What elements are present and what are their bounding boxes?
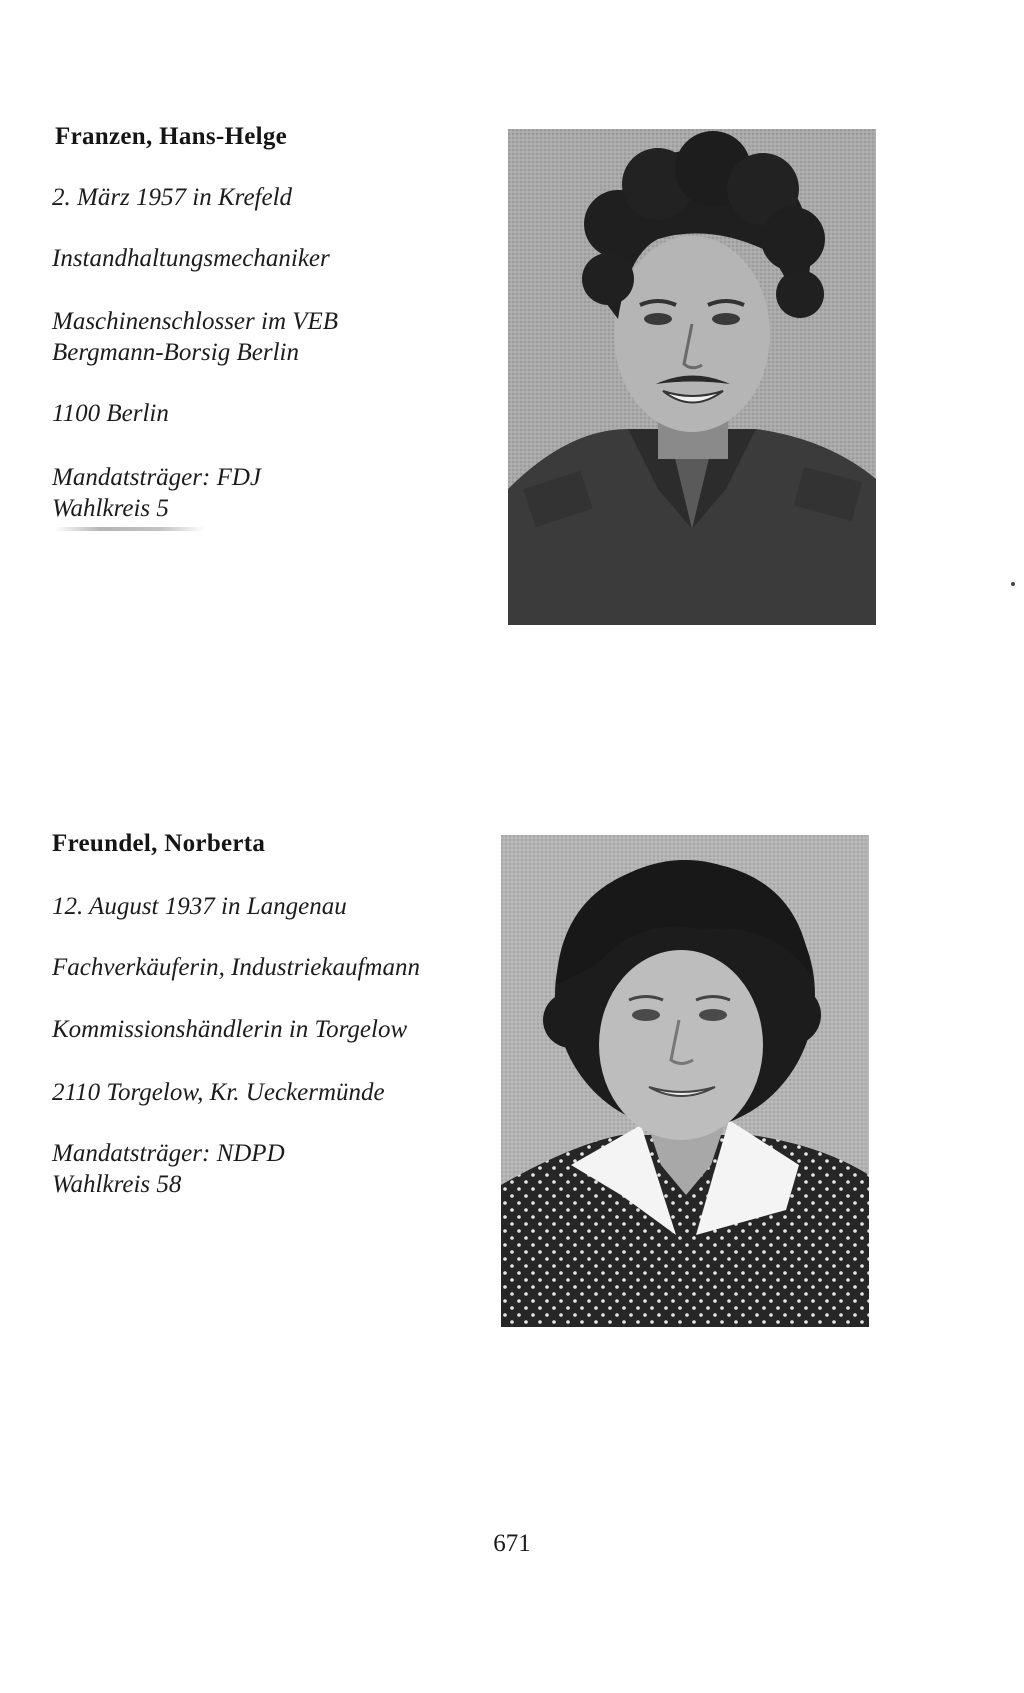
constituency-info: Wahlkreis 58 — [52, 1171, 182, 1198]
birth-info: 2. März 1957 in Krefeld — [52, 184, 293, 211]
mandate-info: Mandatsträger: NDPD — [52, 1140, 285, 1167]
education-info: Instandhaltungsmechaniker — [52, 245, 330, 272]
portrait-photo-man — [508, 129, 876, 625]
address-info: 1100 Berlin — [52, 400, 169, 427]
education-info: Fachverkäuferin, Industriekaufmann — [52, 954, 420, 981]
occupation-line-2: Bergmann-Borsig Berlin — [52, 339, 299, 366]
portrait-photo-man-graphic — [508, 129, 876, 625]
person-name: Franzen, Hans-Helge — [55, 123, 288, 150]
print-smudge — [55, 527, 205, 531]
occupation-line-1: Kommissionshändlerin in Torgelow — [52, 1016, 408, 1043]
page-number: 671 — [493, 1530, 531, 1557]
mandate-info: Mandatsträger: FDJ — [52, 464, 261, 491]
address-info: 2110 Torgelow, Kr. Ueckermünde — [52, 1079, 385, 1106]
person-name: Freundel, Norberta — [52, 830, 266, 857]
portrait-photo-woman — [501, 835, 869, 1327]
portrait-photo-woman-graphic — [501, 835, 869, 1327]
birth-info: 12. August 1937 in Langenau — [52, 893, 347, 920]
print-speck — [1011, 582, 1015, 586]
constituency-info: Wahlkreis 5 — [52, 495, 169, 522]
occupation-line-1: Maschinenschlosser im VEB — [52, 308, 339, 335]
